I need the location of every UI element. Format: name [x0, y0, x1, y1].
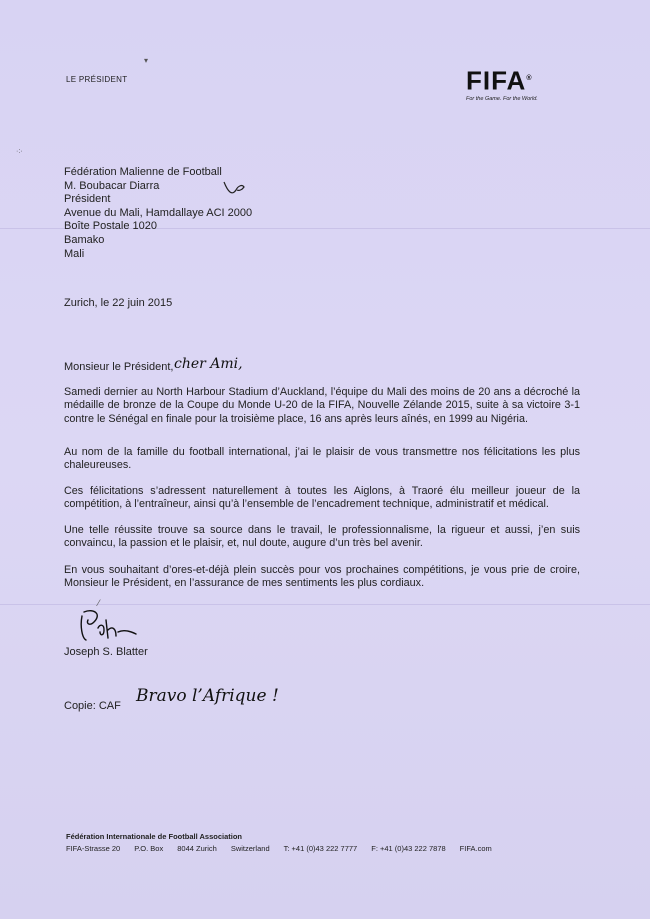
footer-contact [66, 843, 506, 855]
footer-tel: T: +41 (0)43 222 7777 [283, 844, 358, 853]
footer-street: FIFA-Strasse 20 [66, 844, 121, 853]
address-line: Mali [64, 247, 85, 260]
letter-date: Zurich, le 22 juin 2015 [64, 297, 173, 309]
address-line: Fédération Malienne de Football [64, 166, 222, 178]
address-line: Bamako [64, 233, 105, 246]
address-line: M. Boubacar Diarra [64, 179, 160, 192]
salutation: Monsieur le Président, [64, 361, 174, 373]
body-paragraph: Une telle réussite trouve sa source dans le travail, le professionnalisme, la rigueur et aussi, j’en suis convaincu, la passion et le plaisir, et, nul doute, augure d’un très bel avenir. [64, 524, 580, 550]
address-line: Président [64, 193, 111, 206]
footer-country: Switzerland [230, 844, 270, 853]
footer [66, 831, 506, 855]
handwritten-note: Bravo l’Afrique ! [136, 686, 279, 706]
body-paragraph: En vous souhaitant d’ores-et-déjà plein succès pour vos prochaines compétitions, je vous prie de croire, Monsieur le Président, en l’assurance de mes sentiments les plus cordiaux. [64, 564, 580, 590]
signature-icon [76, 606, 146, 646]
copy-line: Copie: CAF [64, 700, 121, 712]
footer-org: Fédération Internationale de Football Association [66, 832, 242, 841]
signer-name: Joseph S. Blatter [64, 646, 148, 658]
president-label: LE PRÉSIDENT [66, 75, 128, 84]
fifa-logo-word: FIFA [466, 65, 527, 96]
fifa-logo [466, 66, 558, 102]
address-line: Avenue du Mali, Hamdallaye ACI 2000 [64, 206, 253, 219]
stray-mark-icon: ⁄ [98, 598, 100, 608]
body-paragraph: Au nom de la famille du football international, j’ai le plaisir de vous transmettre nos félicitations les plus chaleureuses. [64, 446, 580, 472]
footer-web: FIFA.com [459, 844, 492, 853]
footer-box: P.O. Box [134, 844, 164, 853]
stray-dots-icon: ·:· [16, 148, 23, 155]
registered-mark: ® [526, 75, 533, 82]
fifa-tagline: For the Game. For the World. [466, 95, 538, 102]
stray-mark-icon: ▾ [144, 56, 149, 65]
handwritten-salutation: cher Ami, [174, 356, 243, 372]
body-paragraph: Ces félicitations s’adressent naturellement à toutes les Aiglons, à Traoré élu meilleur joueur de la compétition, à l’entraîneur, ainsi qu’à l’ensemble de l’encadrement technique, administratif et médical. [64, 485, 580, 511]
footer-fax: F: +41 (0)43 222 7878 [371, 844, 446, 853]
handwritten-tick-icon [222, 178, 248, 200]
footer-city: 8044 Zurich [177, 844, 217, 853]
body-paragraph: Samedi dernier au North Harbour Stadium d’Auckland, l’équipe du Mali des moins de 20 ans a décroché la médaille de bronze de la Coupe du Monde U-20 de la FIFA, Nouvelle Zélande 2015, suite à sa victoire 3-1 contre le Sénégal en finale pour la troisième place, 16 ans après leurs aînés, en 1999 au Nigéria. [64, 386, 580, 425]
address-line: Boîte Postale 1020 [64, 220, 157, 233]
